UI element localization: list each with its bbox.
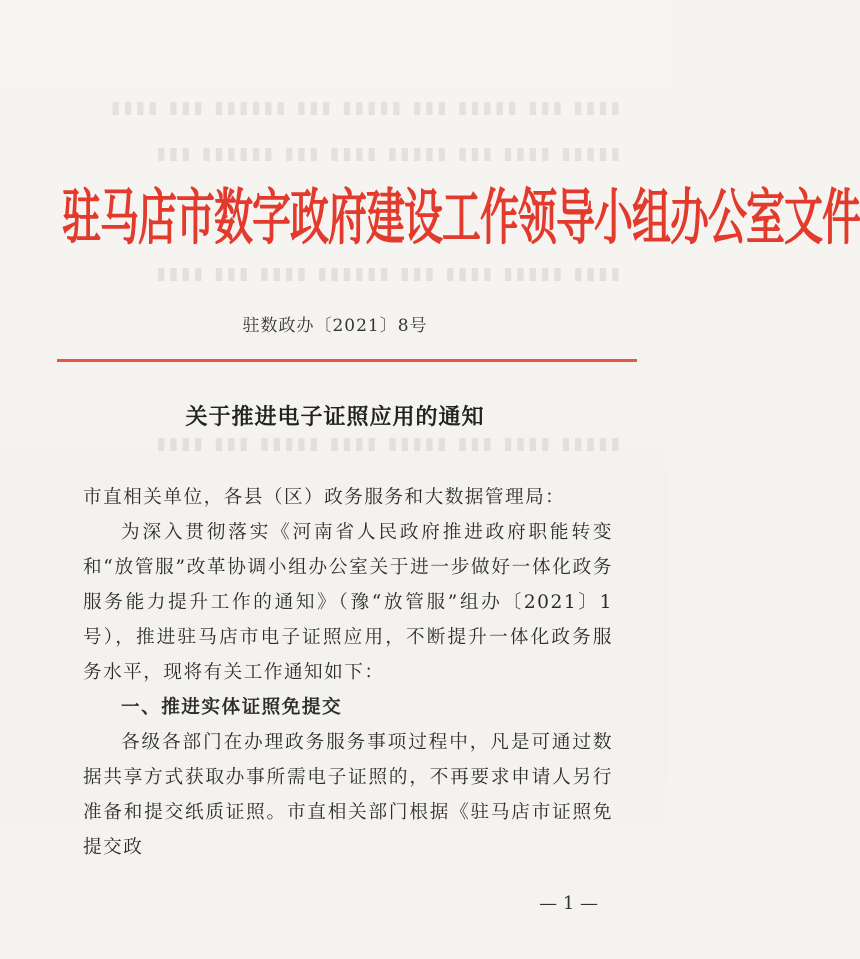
show-through-decoration: ▮▮▮▮▮ ▮▮▮▮ ▮▮▮ ▮▮▮▮▮ ▮▮▮▮ ▮▮▮ ▮▮▮▮▮▮ ▮▮▮ <box>153 144 620 164</box>
salutation: 市直相关单位，各县（区）政务服务和大数据管理局： <box>83 487 566 508</box>
section-paragraph: 各级各部门在办理政务服务事项过程中，凡是可通过数据共享方式获取办事所需电子证照的，不再要求申请人另行准备和提交纸质证照。市直相关部门根据《驻马店市证照免提交政 <box>83 732 613 858</box>
issuer-header-title: 驻马店市数字政府建设工作领导小组办公室文件 <box>62 182 860 254</box>
notice-title: 关于推进电子证照应用的通知 <box>185 404 485 430</box>
document-number: 驻数政办〔2021〕8号 <box>242 316 428 336</box>
show-through-decoration: ▮▮▮▮▮ ▮▮▮▮ ▮▮▮ ▮▮▮▮▮ ▮▮▮▮ ▮▮▮▮▮ ▮▮▮ ▮▮▮▮ <box>153 434 620 454</box>
show-through-decoration: ▮▮▮▮ ▮▮▮▮▮ ▮▮▮▮ ▮▮▮ ▮▮▮▮▮▮ ▮▮▮▮ ▮▮▮ ▮▮▮▮ <box>153 264 620 284</box>
intro-paragraph: 为深入贯彻落实《河南省人民政府推进政府职能转变和“放管服”改革协调小组办公室关于进一步做好一体化政务服务能力提升工作的通知》（豫“放管服”组办〔2021〕1号），推进驻马店市电子证照应用，不断提升一体化政务服务水平，现将有关工作通知如下： <box>83 522 613 683</box>
document-body <box>83 480 613 865</box>
section-heading: 一、推进实体证照免提交 <box>121 697 343 718</box>
red-divider-line <box>57 359 637 362</box>
show-through-decoration: ▮▮▮▮ ▮▮▮ ▮▮▮▮▮ ▮▮▮ ▮▮▮▮▮ ▮▮▮ ▮▮▮▮▮▮ ▮▮▮ ▮▮▮▮ <box>107 98 620 118</box>
page-number: — 1 — <box>539 893 598 914</box>
